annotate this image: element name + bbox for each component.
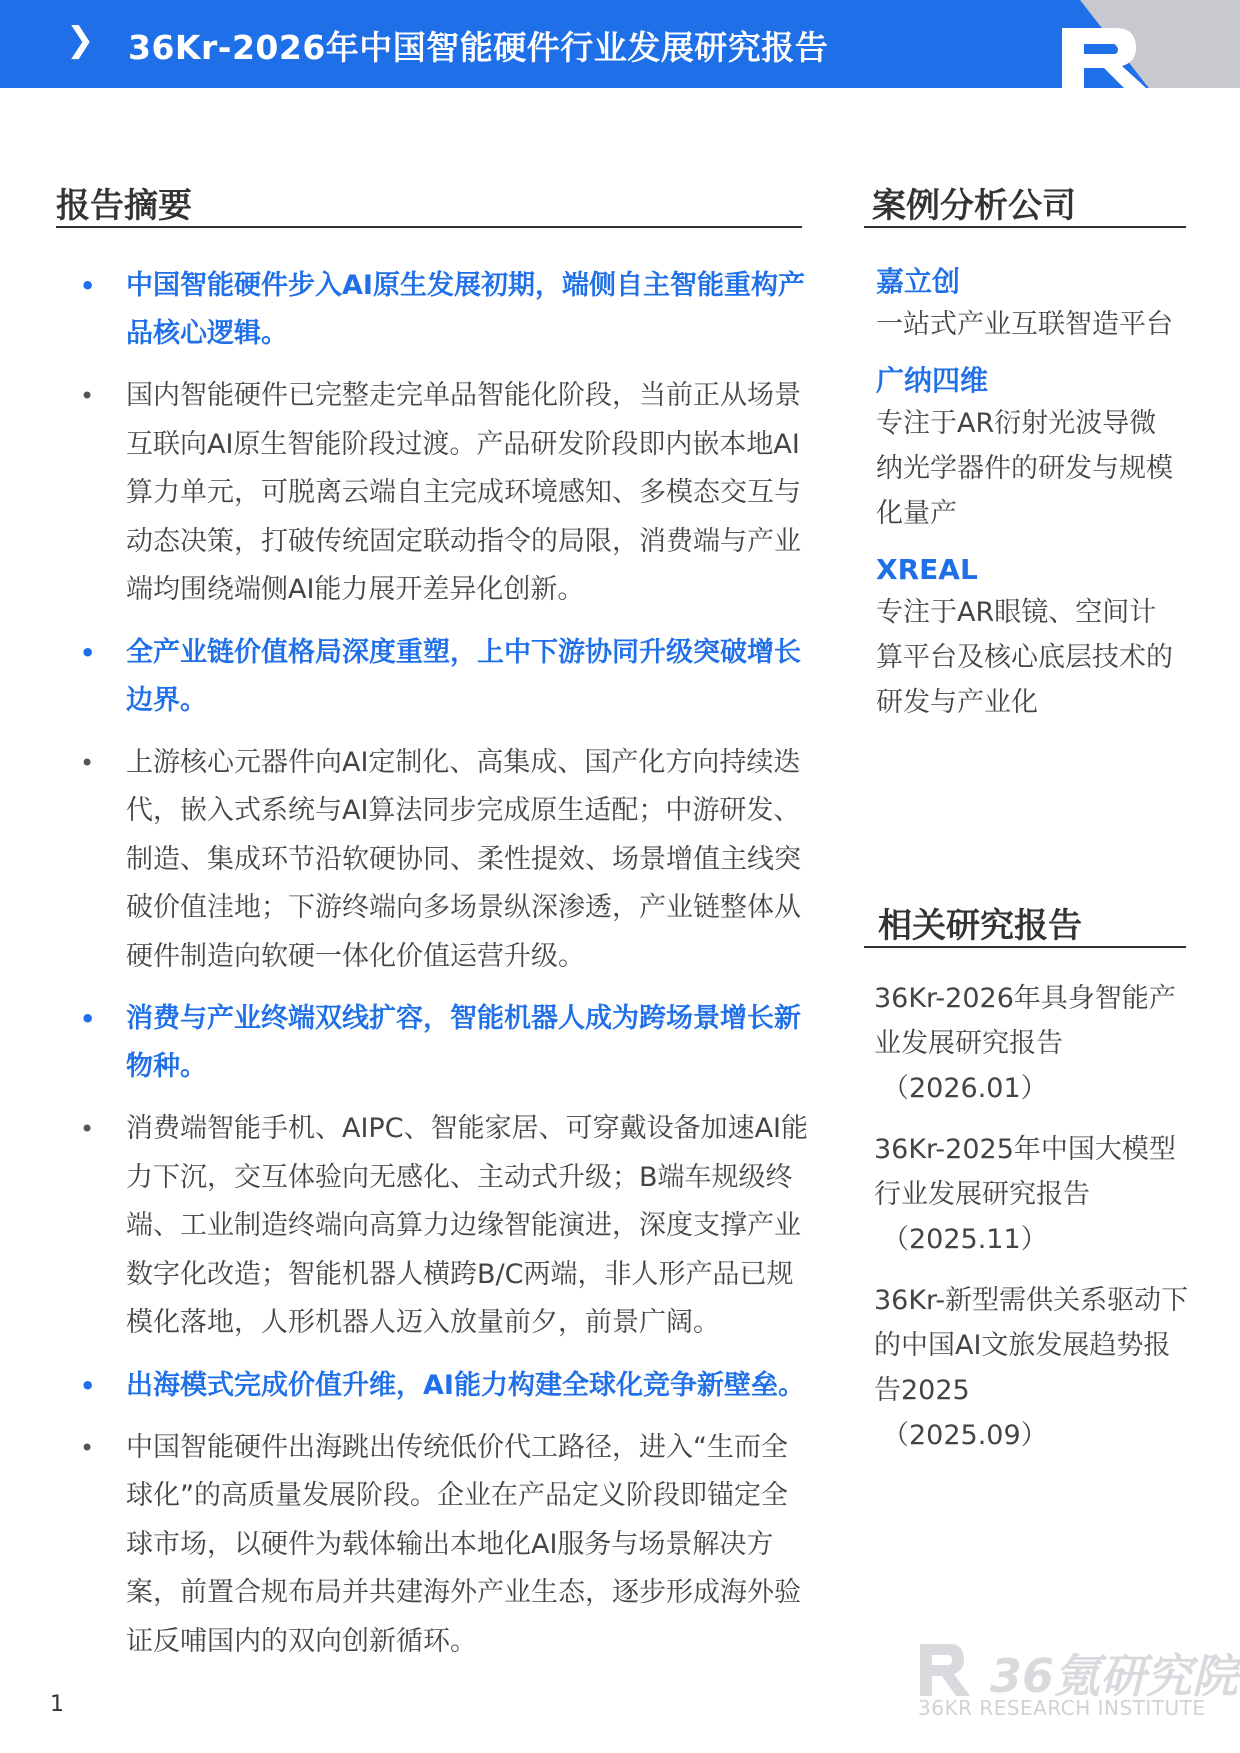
case-list — [876, 262, 1176, 739]
header-bar — [0, 0, 1240, 88]
bullet-icon: • — [80, 1433, 95, 1462]
reports-divider — [864, 946, 1186, 948]
page-number: 1 — [50, 1692, 64, 1717]
report-title: 36Kr-新型需供关系驱动下的中国AI文旅发展趋势报告2025 — [874, 1285, 1189, 1406]
bullet-icon: • — [80, 1115, 95, 1143]
report-date: （2025.11） — [882, 1224, 1048, 1255]
report-title: 36Kr-2025年中国大模型行业发展研究报告 — [874, 1134, 1176, 1210]
summary-highlight: • 中国智能硬件步入AI原生发展初期，端侧自主智能重构产品核心逻辑。 — [72, 262, 812, 358]
case-company-name: XREAL — [876, 553, 978, 586]
case-company-desc: 专注于AR衍射光波导微纳光学器件的研发与规模化量产 — [876, 408, 1173, 529]
bullet-icon: • — [80, 1371, 96, 1400]
watermark-text: 36氪研究院 — [990, 1649, 1239, 1703]
summary-list — [72, 262, 812, 1680]
chevron-right-icon: ❯ — [66, 20, 95, 60]
watermark-logo-icon — [918, 1640, 978, 1696]
report-date: （2025.09） — [882, 1420, 1048, 1451]
case-company-name: 嘉立创 — [876, 265, 961, 298]
summary-highlight: • 消费与产业终端双线扩容，智能机器人成为跨场景增长新物种。 — [72, 995, 812, 1091]
summary-paragraph: • 中国智能硬件出海跳出传统低价代工路径，进入“生而全球化”的高质量发展阶段。企业在产品定义阶段即锚定全球市场，以硬件为载体输出本地化AI服务与场景解决方案，前置合规布局并共建海外产业生态，逐步形成海外验证反哺国内的双向创新循环。 — [72, 1424, 812, 1667]
reports-heading: 相关研究报告 — [878, 906, 1082, 946]
summary-paragraph: • 上游核心元器件向AI定制化、高集成、国产化方向持续迭代，嵌入式系统与AI算法同步完成原生适配；中游研发、制造、集成环节沿软硬协同、柔性提效、场景增值主线突破价值洼地；下游终端向多场景纵深渗透，产业链整体从硬件制造向软硬一体化价值运营升级。 — [72, 739, 812, 982]
report-title: 36Kr-2026年具身智能产业发展研究报告 — [874, 983, 1176, 1059]
related-report-link[interactable] — [874, 1127, 1194, 1262]
related-report-link[interactable] — [874, 1278, 1194, 1458]
bullet-icon: • — [80, 748, 95, 777]
related-report-link[interactable] — [874, 976, 1194, 1111]
cases-divider — [864, 226, 1186, 228]
report-list — [874, 976, 1194, 1474]
bullet-icon: • — [80, 382, 95, 410]
summary-divider — [56, 226, 802, 228]
36kr-logo-icon — [1060, 22, 1160, 88]
summary-highlight: • 出海模式完成价值升维，AI能力构建全球化竞争新壁垒。 — [72, 1362, 812, 1410]
watermark-subtitle: 36KR RESEARCH INSTITUTE — [918, 1696, 1206, 1720]
report-date: （2026.01） — [882, 1073, 1048, 1104]
case-company-name: 广纳四维 — [876, 364, 989, 397]
summary-highlight: • 全产业链价值格局深度重塑，上中下游协同升级突破增长边界。 — [72, 629, 812, 725]
case-company-desc: 专注于AR眼镜、空间计算平台及核心底层技术的研发与产业化 — [876, 597, 1173, 718]
bullet-icon: • — [80, 1005, 96, 1033]
cases-heading: 案例分析公司 — [872, 186, 1076, 226]
summary-paragraph: • 国内智能硬件已完整走完单品智能化阶段，当前正从场景互联向AI原生智能阶段过渡。产品研发阶段即内嵌本地AI算力单元，可脱离云端自主完成环境感知、多模态交互与动态决策，打破传统固定联动指令的局限，消费端与产业端均围绕端侧AI能力展开差异化创新。 — [72, 372, 812, 615]
summary-heading: 报告摘要 — [56, 186, 192, 226]
summary-paragraph: • 消费端智能手机、AIPC、智能家居、可穿戴设备加速AI能力下沉，交互体验向无感化、主动式升级；B端车规级终端、工业制造终端向高算力边缘智能演进，深度支撑产业数字化改造；智能机器人横跨B/C两端，非人形产品已规模化落地，人形机器人迈入放量前夕，前景广阔。 — [72, 1105, 812, 1348]
bullet-icon: • — [80, 638, 96, 667]
bullet-icon: • — [80, 272, 96, 300]
report-title: 36Kr-2026年中国智能硬件行业发展研究报告 — [128, 28, 829, 67]
case-company-desc: 一站式产业互联智造平台 — [876, 309, 1173, 340]
